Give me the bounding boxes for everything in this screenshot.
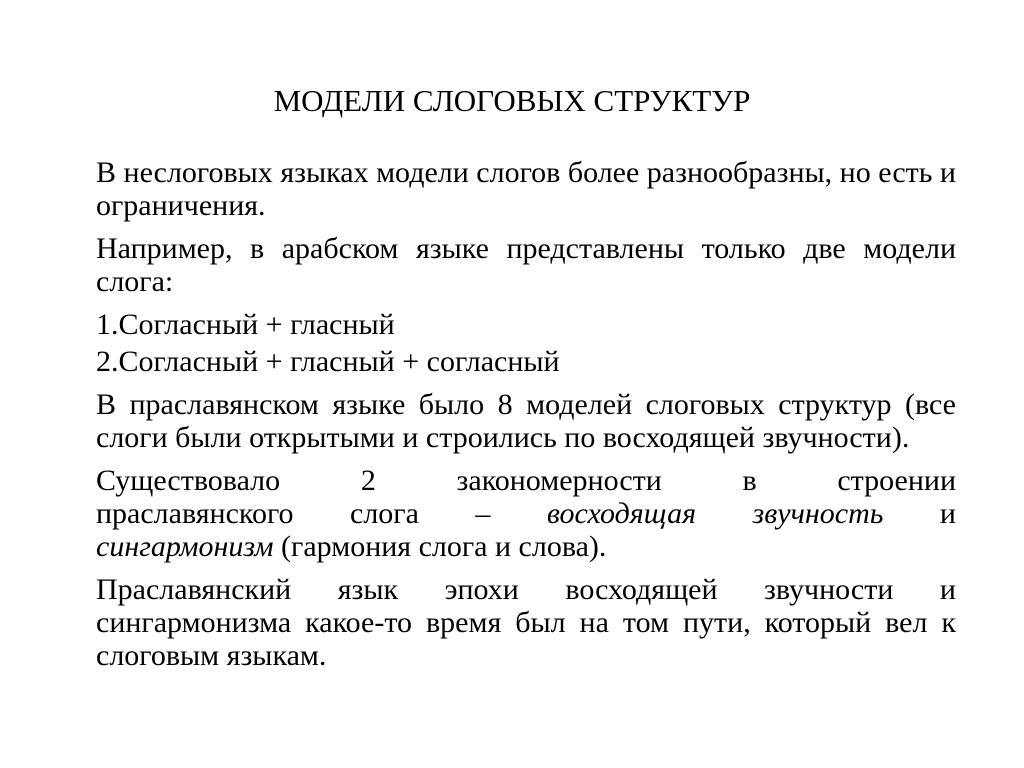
laws-suffix-text: (гармония слога и слова). [273, 530, 607, 563]
laws-line-1: Существовало 2 закономерности в строении [96, 464, 956, 497]
paragraph-nonsyllabic-languages: В неслоговых языках модели слогов более разнообразны, но есть и ограничения. [96, 156, 956, 222]
paragraph-arabic-example: Например, в арабском языке представлены только две модели слога: [96, 232, 956, 298]
laws-line-2 [96, 497, 956, 530]
list-item-model-1: 1.Согласный + гласный [96, 308, 395, 341]
laws-line-3 [96, 530, 956, 563]
rising-sonority-term: восходящая звучность [546, 497, 884, 530]
laws-prefix-text: праславянского слога – [96, 497, 547, 530]
slide-title: МОДЕЛИ СЛОГОВЫХ СТРУКТУР [273, 83, 751, 118]
paragraph-proto-slavic-path: Праславянский язык эпохи восходящей звучности и сингармонизма какое-то время был на том пути, который вел к слоговым языкам. [96, 573, 956, 672]
laws-mid-text: и [883, 497, 956, 530]
list-item-model-2: 2.Согласный + гласный + согласный [96, 345, 560, 378]
synharmonism-term: сингармонизм [96, 530, 274, 563]
paragraph-proto-slavic-laws [96, 464, 956, 563]
paragraph-proto-slavic-models: В праславянском языке было 8 моделей слоговых структур (все слоги были открытыми и строились по восходящей звучности). [96, 388, 956, 454]
slide-content [96, 156, 956, 682]
